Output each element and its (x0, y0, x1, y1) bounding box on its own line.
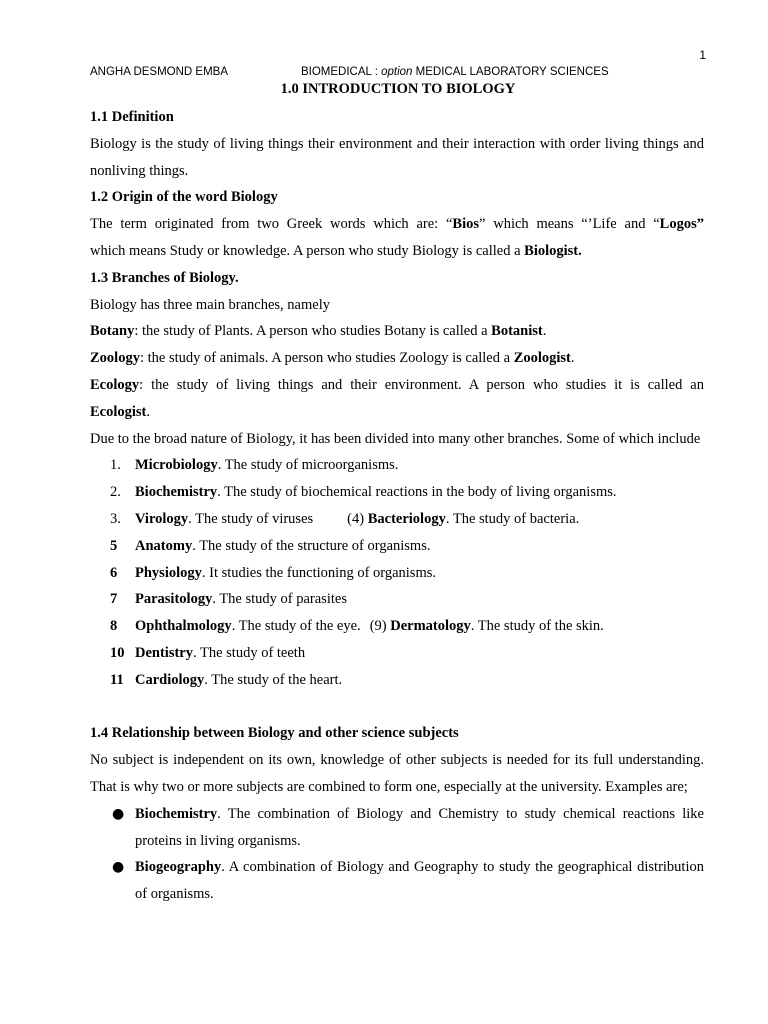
list-number: 5 (110, 537, 118, 554)
list-text: . The study of parasites (212, 591, 347, 608)
botany-text: : the study of Plants. A person who studies Botany is called a (134, 323, 492, 340)
list-number: 2. (110, 484, 121, 501)
branches-list (90, 452, 704, 693)
list-number: 10 (110, 644, 125, 661)
list-term: Cardiology (135, 671, 205, 688)
origin-text-1: The term originated from two Greek words which are: “ (90, 216, 453, 233)
header-course-option: option (381, 66, 413, 78)
bullet-term: Biochemistry (135, 805, 218, 822)
section-heading-origin: 1.2 Origin of the word Biology (90, 189, 278, 206)
document-title: 1.0 INTRODUCTION TO BIOLOGY (280, 81, 516, 97)
list-text: . The study of microorganisms. (217, 457, 399, 474)
list-item (90, 613, 704, 640)
origin-text-3: which means Study or knowledge. A person who study Biology is called a (90, 242, 525, 259)
section-heading-definition: 1.1 Definition (90, 109, 174, 125)
list-item (90, 667, 704, 694)
branches-intro: Biology has three main branches, namely (90, 296, 330, 313)
list-term: Ophthalmology (135, 618, 232, 635)
relationship-bullets (90, 801, 704, 908)
list-extra-number: (9) (369, 618, 391, 635)
list-term: Biochemistry (135, 484, 218, 501)
bullet-icon: ● (112, 859, 125, 876)
list-term: Microbiology (135, 457, 218, 474)
ecology-period: . (146, 403, 151, 420)
branch-ecology-line-2 (90, 399, 704, 426)
origin-term-logos: Logos” (659, 216, 704, 233)
page-number: 1 (699, 48, 706, 62)
list-text: . The study of the eye. (231, 618, 361, 635)
botany-term: Botany (90, 323, 135, 340)
list-number: 3. (110, 510, 121, 527)
list-extra-text: . The study of the skin. (470, 618, 604, 635)
list-item (90, 479, 704, 506)
list-number: 8 (110, 618, 118, 635)
blank-line (90, 694, 704, 721)
document-body (90, 104, 704, 908)
branch-zoology (90, 345, 704, 372)
section-heading-branches: 1.3 Branches of Biology. (90, 269, 239, 286)
list-extra-number: (4) (347, 510, 368, 527)
bullet-icon: ● (112, 805, 125, 822)
header-course-prefix: BIOMEDICAL : (301, 66, 382, 78)
bullet-item (90, 854, 704, 908)
list-text: . The study of teeth (193, 644, 306, 661)
zoology-period: . (570, 350, 575, 367)
more-branches-intro: Due to the broad nature of Biology, it has been divided into many other branches. Some of which include (90, 430, 701, 447)
bullet-item (90, 801, 704, 855)
origin-term-biologist: Biologist. (524, 242, 582, 259)
list-text: . The study of viruses (188, 510, 314, 527)
list-text: . The study of the heart. (204, 671, 343, 688)
botany-period: . (542, 323, 547, 340)
list-extra-term: Dermatology (390, 618, 471, 635)
branch-ecology-line-1 (90, 372, 704, 399)
zoology-term: Zoology (90, 350, 140, 367)
zoologist-term: Zoologist (513, 350, 571, 367)
botanist-term: Botanist (491, 323, 543, 340)
list-term: Anatomy (135, 537, 193, 554)
zoology-text: : the study of animals. A person who studies Zoology is called a (139, 350, 514, 367)
ecology-term: Ecology (90, 376, 140, 393)
origin-term-bios: Bios (452, 216, 480, 233)
list-item (90, 640, 704, 667)
ecology-text: : the study of living things and their environment. A person who studies it is called an (139, 376, 704, 393)
origin-text-2: ” which means “’Life and “ (479, 216, 660, 233)
list-extra-term: Bacteriology (367, 510, 446, 527)
branch-botany (90, 318, 704, 345)
relationship-paragraph: No subject is independent on its own, knowledge of other subjects is needed for its full understanding. That is why two or more subjects are combined to form one, especially at the university. Examples are; (90, 752, 704, 795)
list-term: Parasitology (135, 591, 213, 608)
list-number: 7 (110, 591, 118, 608)
list-item (90, 560, 704, 587)
header-author: ANGHA DESMOND EMBA (90, 66, 229, 78)
list-extra-text: . The study of bacteria. (445, 510, 580, 527)
section-heading-relationship: 1.4 Relationship between Biology and other science subjects (90, 725, 459, 742)
list-text: . The study of the structure of organisms. (192, 537, 431, 554)
header-course-suffix: MEDICAL LABORATORY SCIENCES (412, 66, 609, 78)
list-number: 1. (110, 457, 121, 474)
header-course (301, 66, 609, 78)
origin-paragraph-line-2 (90, 238, 704, 265)
list-term: Physiology (135, 564, 202, 581)
list-text: . The study of biochemical reactions in the body of living organisms. (217, 484, 617, 501)
list-number: 11 (110, 671, 124, 688)
list-item (90, 586, 704, 613)
list-item (90, 506, 704, 533)
origin-paragraph-line-1 (90, 211, 704, 238)
bullet-term: Biogeography (135, 859, 222, 876)
ecologist-term: Ecologist (90, 403, 147, 420)
definition-paragraph: Biology is the study of living things their environment and their interaction with order living things and nonliving things. (90, 135, 704, 179)
list-item (90, 452, 704, 479)
list-number: 6 (110, 564, 118, 581)
list-item (90, 533, 704, 560)
bullet-text: . A combination of Biology and Geography to study the geographical distribution of organisms. (135, 859, 704, 903)
list-text: . It studies the functioning of organisms. (201, 564, 436, 581)
bullet-text: . The combination of Biology and Chemistry to study chemical reactions like proteins in living organisms. (135, 805, 704, 849)
list-term: Dentistry (135, 644, 193, 661)
list-term: Virology (135, 510, 189, 527)
